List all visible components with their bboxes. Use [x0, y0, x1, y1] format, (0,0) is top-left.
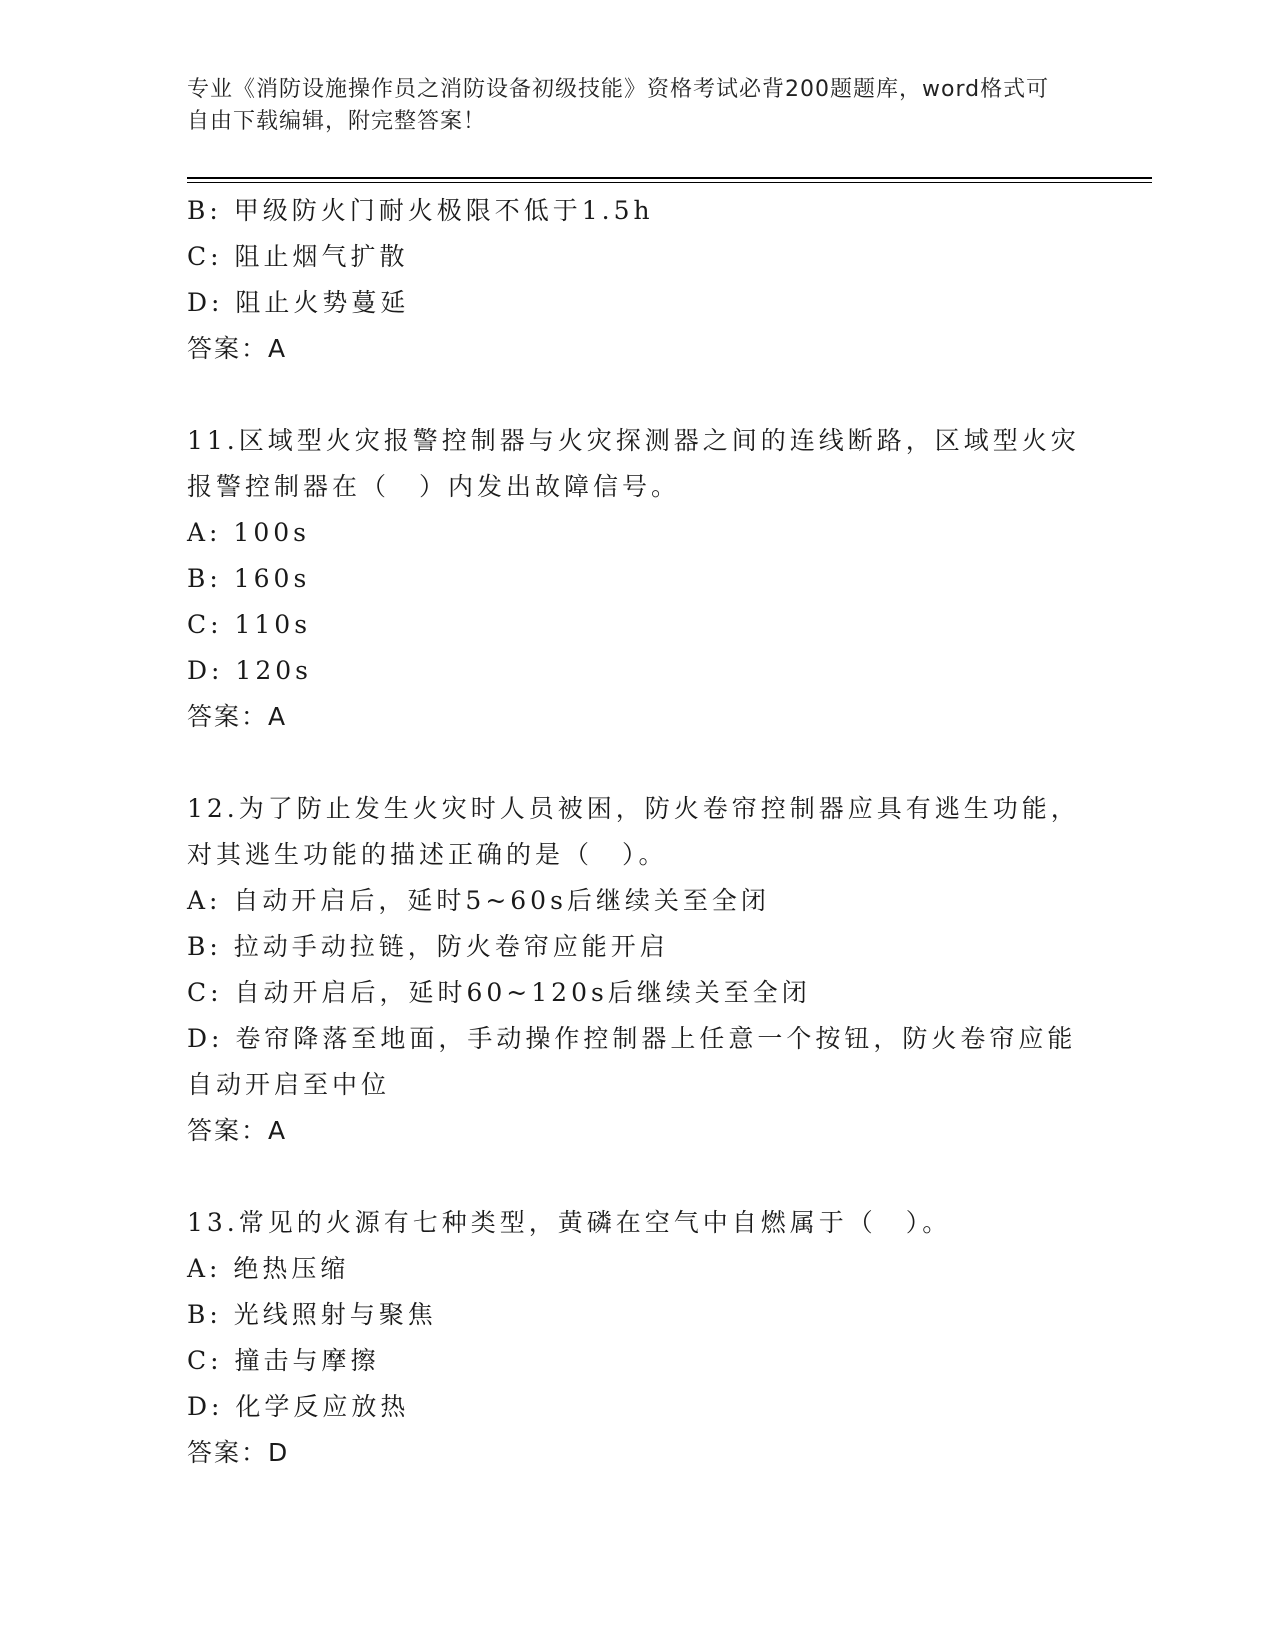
question-stem-line: 13.常见的火源有七种类型，黄磷在空气中自燃属于（ ）。: [187, 1208, 952, 1237]
answer-line: 答案：D: [187, 1438, 290, 1467]
option-b: B: 光线照射与聚焦: [187, 1300, 437, 1329]
question-fragment: [187, 188, 1087, 372]
header-divider-thin: [187, 182, 1152, 183]
header-divider-thick: [187, 177, 1152, 179]
option-b: B: 拉动手动拉链，防火卷帘应能开启: [187, 932, 669, 961]
question-content: [187, 188, 1087, 1476]
question-stem-line: 报警控制器在（ ）内发出故障信号。: [187, 472, 681, 501]
question-12: [187, 786, 1087, 1154]
option-c: C: 110s: [187, 610, 312, 639]
option-a: A: 100s: [187, 518, 310, 547]
option-d: D: 阻止火势蔓延: [187, 288, 410, 317]
option-c: C: 撞击与摩擦: [187, 1346, 380, 1375]
option-c: C: 自动开启后，延时60~120s后继续关至全闭: [187, 978, 811, 1007]
question-stem-line: 对其逃生功能的描述正确的是（ ）。: [187, 840, 668, 869]
spacer: [187, 740, 1087, 786]
option-d: D: 120s: [187, 656, 312, 685]
option-c: C: 阻止烟气扩散: [187, 242, 409, 271]
question-stem-line: 11.区域型火灾报警控制器与火灾探测器之间的连线断路，区域型火灾: [187, 426, 1080, 455]
question-stem-line: 12.为了防止发生火灾时人员被困，防火卷帘控制器应具有逃生功能，: [187, 794, 1080, 823]
option-b: B: 160s: [187, 564, 311, 593]
spacer: [187, 1154, 1087, 1200]
answer-line: 答案：A: [187, 334, 288, 363]
option-d-continued: 自动开启至中位: [187, 1070, 391, 1099]
option-d: D: 化学反应放热: [187, 1392, 410, 1421]
option-a: A: 绝热压缩: [187, 1254, 350, 1283]
answer-line: 答案：A: [187, 1116, 288, 1145]
question-11: [187, 418, 1087, 740]
spacer: [187, 372, 1087, 418]
answer-line: 答案：A: [187, 702, 288, 731]
option-a: A: 自动开启后，延时5~60s后继续关至全闭: [187, 886, 770, 915]
option-d: D: 卷帘降落至地面，手动操作控制器上任意一个按钮，防火卷帘应能: [187, 1024, 1077, 1053]
question-13: [187, 1200, 1087, 1476]
option-b: B: 甲级防火门耐火极限不低于1.5h: [187, 196, 654, 225]
document-header: 专业《消防设施操作员之消防设备初级技能》资格考试必背200题题库，word格式可自由下载编辑，附完整答案！: [187, 77, 1050, 134]
